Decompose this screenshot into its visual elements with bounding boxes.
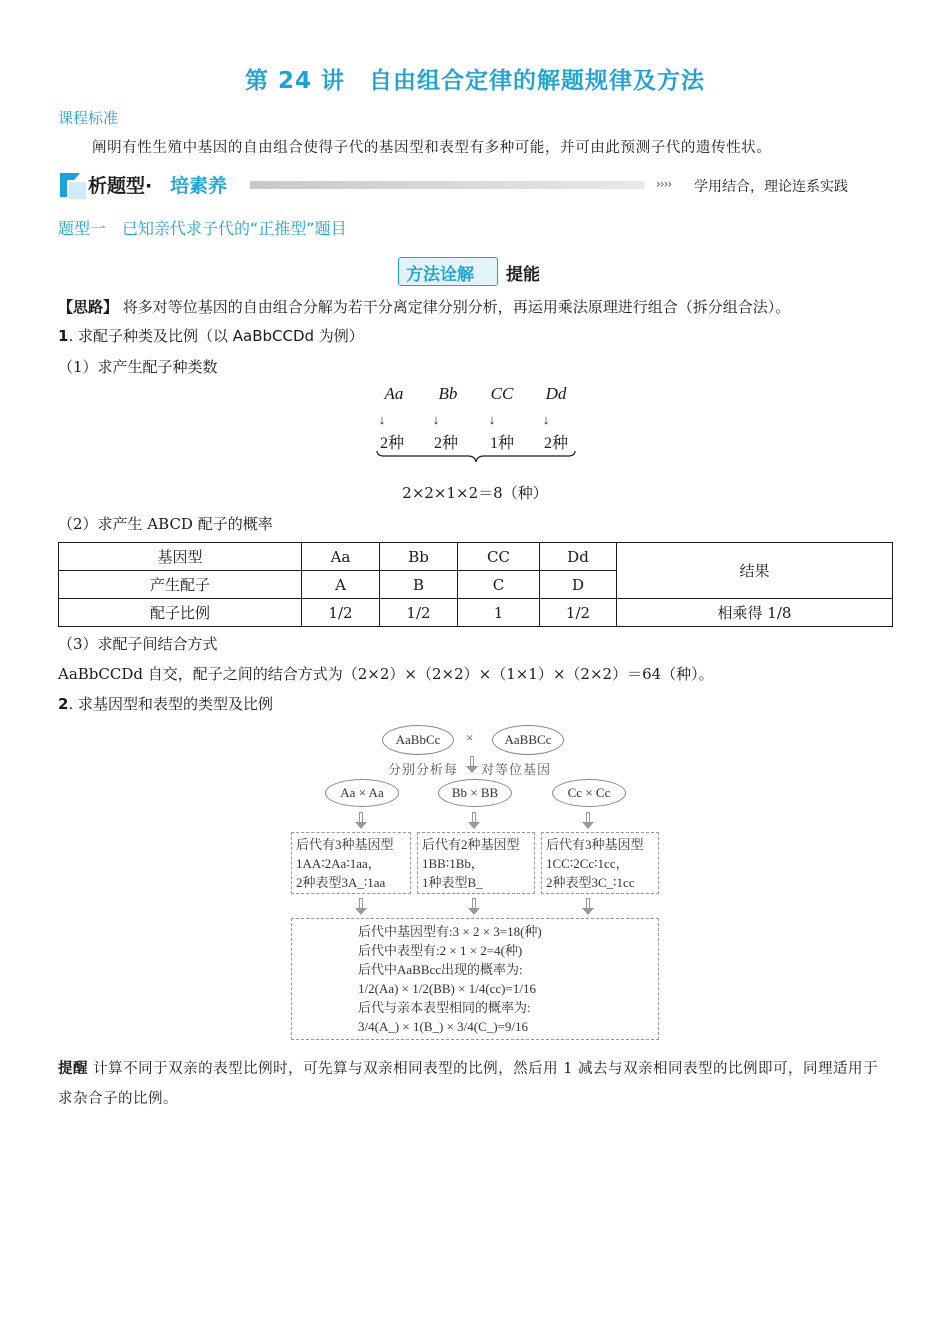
method-badge: [398, 257, 556, 287]
section-banner: [58, 170, 858, 202]
type-heading: 题型一 已知亲代求子代的“正推型”题目: [58, 219, 347, 238]
offspring-box: 后代有3种基因型 1AA∶2Aa∶1aa， 2种表型3A_∶1aa: [291, 832, 411, 894]
curriculum-text: 阐明有性生殖中基因的自由组合使得子代的基因型和表型有多种可能，并可由此预测子代的遗传性状。: [92, 140, 772, 156]
table-cell: 1/2: [302, 599, 380, 627]
table-cell: C: [458, 571, 540, 599]
pair-oval: Cc × Cc: [552, 779, 626, 807]
tip-label: 提醒: [58, 1061, 88, 1077]
parent2-oval: AaBBCc: [492, 725, 564, 755]
table-cell: Bb: [380, 543, 458, 571]
table-cell: A: [302, 571, 380, 599]
summary-box: 后代中基因型有:3 × 2 × 3=18(种) 后代中表型有:2 × 1 × 2=4(种) 后代中AaBBcc出现的概率为: 1/2(Aa) × 1/2(BB) × 1/4(cc)=1/16 后代与亲本表型相同的概率为: 3/4(A_) × 1(B_) × 3/4(C_)=9/16: [291, 918, 659, 1040]
table-cell: Aa: [302, 543, 380, 571]
table-header-cell: 结果: [617, 543, 893, 599]
offspring-box: 后代有3种基因型 1CC∶2Cc∶1cc， 2种表型3C_∶1cc: [541, 832, 659, 894]
banner-bar: [250, 181, 644, 189]
pair-oval: Bb × BB: [438, 779, 512, 807]
split-label-right: 对等位基因: [481, 762, 552, 777]
down-arrow-icon: ↓: [378, 412, 386, 427]
gamete-count: 2种: [433, 435, 458, 452]
gamete-count-diagram: [370, 380, 590, 470]
page-title: 第 24 讲 自由组合定律的解题规律及方法: [244, 68, 706, 94]
tip-text: 计算不同于双亲的表型比例时，可先算与双亲相同表型的比例，然后用 1 减去与双亲相同表型的比例即可，同理适用于求杂合子的比例。: [58, 1061, 879, 1107]
gamete-probability-table: [58, 542, 893, 627]
curriculum-label: 课程标准: [58, 109, 119, 127]
down-arrow-icon: ↓: [542, 412, 550, 427]
combination-text: AaBbCCDd 自交，配子之间的结合方式为（2×2）×（2×2）×（1×1）×（2×2）＝64（种）。: [58, 665, 714, 683]
banner-sub-text: 培素养: [170, 175, 228, 197]
cross-symbol: ×: [466, 730, 474, 745]
table-header-cell: 配子比例: [59, 599, 302, 627]
table-cell: CC: [458, 543, 540, 571]
table-cell: 1/2: [380, 599, 458, 627]
table-header-cell: 产生配子: [59, 571, 302, 599]
method-badge-sub: 提能: [506, 265, 540, 285]
section1-sub2: （2）求产生 ABCD 配子的概率: [58, 515, 273, 533]
down-arrow-icon: ↓: [488, 412, 496, 427]
section1-sub1: （1）求产生配子种类数: [58, 358, 218, 376]
thought-paragraph: [58, 296, 790, 317]
gamete-count: 1种: [489, 435, 514, 452]
thought-label: 【思路】: [58, 298, 119, 316]
gene-label: Aa: [384, 384, 404, 403]
table-cell: B: [380, 571, 458, 599]
banner-main-text: 析题型·: [88, 175, 153, 197]
pair-oval: Aa × Aa: [325, 779, 399, 807]
underbrace-icon: [376, 450, 576, 464]
table-row: [59, 599, 893, 627]
gene-label: Bb: [438, 384, 458, 403]
thought-text: 将多对等位基因的自由组合分解为若干分离定律分别分析，再运用乘法原理进行组合（拆分组合法）。: [122, 298, 791, 316]
table-cell: Dd: [540, 543, 617, 571]
section1-sub3: （3）求配子间结合方式: [58, 635, 218, 653]
banner-slogan: 学用结合，理论连系实践: [694, 179, 848, 195]
gene-label: CC: [490, 384, 514, 403]
table-cell: 1/2: [540, 599, 617, 627]
genotype-flow-diagram: [285, 722, 665, 1044]
gamete-count: 2种: [543, 435, 568, 452]
section2-heading: 2. 求基因型和表型的类型及比例: [58, 695, 273, 713]
parent1-oval: AaBbCc: [382, 725, 454, 755]
section1-heading: 1. 求配子种类及比例（以 AaBbCCDd 为例）: [58, 327, 364, 345]
down-arrow-icon: ↓: [432, 412, 440, 427]
offspring-box: 后代有2种基因型 1BB∶1Bb， 1种表型B_: [417, 832, 535, 894]
gene-label: Dd: [545, 384, 567, 403]
table-row: [59, 543, 893, 571]
method-badge-main: 方法诠解: [406, 265, 474, 285]
banner-bracket-icon: [58, 170, 88, 200]
table-cell: 1: [458, 599, 540, 627]
tip-paragraph: [58, 1054, 893, 1114]
gamete-count: 2种: [379, 435, 404, 452]
gamete-product: 2×2×1×2＝8（种）: [402, 484, 548, 502]
table-header-cell: 基因型: [59, 543, 302, 571]
split-label-left: 分别分析每: [388, 762, 459, 777]
banner-arrows-icon: ››››: [656, 177, 672, 191]
table-cell: 相乘得 1/8: [617, 599, 893, 627]
table-cell: D: [540, 571, 617, 599]
